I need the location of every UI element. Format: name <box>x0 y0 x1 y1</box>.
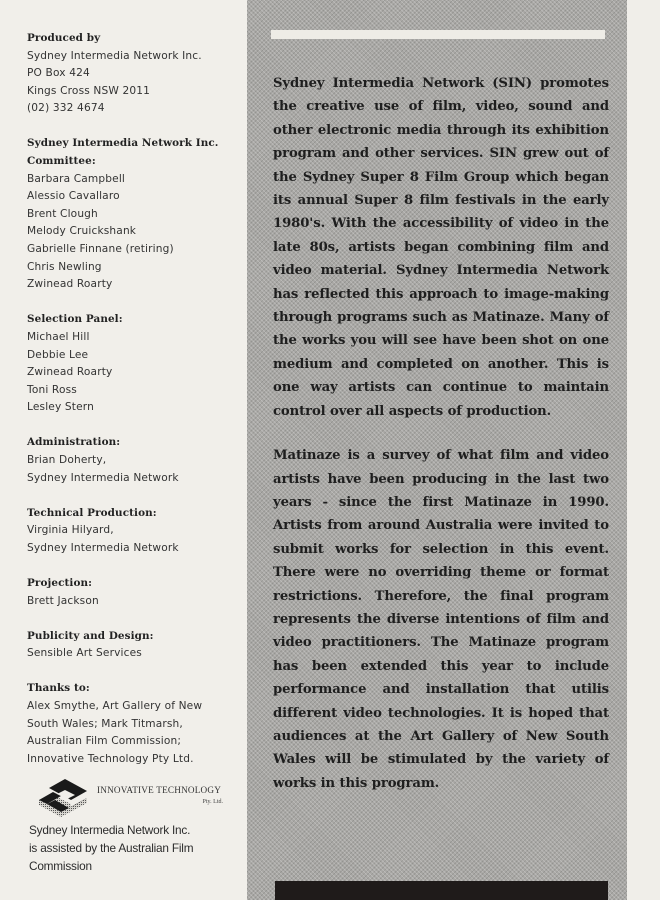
credit-line: Toni Ross <box>27 383 77 396</box>
credits-committee <box>27 135 242 293</box>
credit-line: Kings Cross NSW 2011 <box>27 84 151 97</box>
credit-line: Lesley Stern <box>27 401 94 414</box>
credits-projection <box>27 575 242 610</box>
panel-body-text <box>273 72 609 816</box>
credit-line: Brian Doherty, <box>27 453 107 466</box>
section-heading: Administration: <box>27 436 121 449</box>
paragraph-about-matinaze: Matinaze is a survey of what film and video artists have been producing in the last two years - since the first Matinaze in 1990. Artists from around Australia were invited to submit works for selection in this event. There were no overriding theme or format restrictions. Therefore, the final program represents the diverse intentions of film and video practitioners. The Matinaze program has been extended this year to include performance and installation that utilis different video technologies. It is hoped that audiences at the Art Gallery of New South Wales will be stimulated by the variety of works in this program. <box>273 448 609 791</box>
sponsor-logo <box>35 776 225 820</box>
credits-column <box>27 30 242 786</box>
credit-line: Michael Hill <box>27 330 90 343</box>
credits-technical-production <box>27 505 242 558</box>
section-heading: Produced by <box>27 32 101 44</box>
credit-line: Alex Smythe, Art Gallery of New <box>27 699 203 712</box>
paragraph-about-sin: Sydney Intermedia Network (SIN) promotes the creative use of film, video, sound and other electronic media through its exhibition program and other services. SIN grew out of the Sydney Super 8 Film Group which began its annual Super 8 film festivals in the early 1980's. With the accessibility of video in the late 80s, artists began combining film and video material. Sydney Intermedia Network has reflected this approach to image-making through programs such as Matinaze. Many of the works you will see have been shot on one medium and completed on another. This is one way artists can continue to maintain control over all aspects of production. <box>273 76 609 419</box>
credit-line: Virginia Hilyard, <box>27 524 114 537</box>
acknowledgement-line: Sydney Intermedia Network Inc. <box>29 823 191 837</box>
credit-line: South Wales; Mark Titmarsh, <box>27 717 183 730</box>
credit-line: Sydney Intermedia Network Inc. <box>27 49 202 62</box>
credit-line: Gabrielle Finnane (retiring) <box>27 243 174 256</box>
section-heading: Publicity and Design: <box>27 629 154 642</box>
credit-line: Barbara Campbell <box>27 172 126 185</box>
credit-line: Sydney Intermedia Network <box>27 471 179 484</box>
credit-line: Zwinead Roarty <box>27 366 113 379</box>
acknowledgement-line: Commission <box>29 858 92 873</box>
section-heading: Projection: <box>27 576 93 589</box>
credit-line: Chris Newling <box>27 260 102 273</box>
credit-line: Debbie Lee <box>27 348 89 361</box>
section-heading: Selection Panel: <box>27 313 123 326</box>
intro-panel <box>247 0 627 900</box>
logo-company-suffix: Pty. Ltd. <box>202 799 223 805</box>
credit-line: Sydney Intermedia Network <box>27 541 179 554</box>
section-heading: Thanks to: <box>27 682 90 695</box>
credit-line: Sensible Art Services <box>27 647 142 660</box>
credits-thanks <box>27 680 242 768</box>
acknowledgement-line: is assisted by the Australian Film <box>29 840 194 855</box>
innovative-technology-logo-icon <box>35 776 91 818</box>
credit-line: Australian Film Commission; <box>27 735 182 748</box>
panel-bottom-bar <box>275 881 608 900</box>
section-heading: Sydney Intermedia Network Inc. <box>27 137 219 150</box>
funding-acknowledgement <box>29 822 244 875</box>
credits-administration <box>27 434 242 487</box>
section-heading: Technical Production: <box>27 506 157 519</box>
page-right-margin <box>627 0 660 900</box>
panel-top-rule <box>271 30 605 39</box>
credit-line: (02) 332 4674 <box>27 102 105 115</box>
credit-line: PO Box 424 <box>27 67 90 80</box>
credit-line: Alessio Cavallaro <box>27 190 120 203</box>
credits-selection-panel <box>27 311 242 417</box>
logo-company-name: INNOVATIVE TECHNOLOGY <box>97 785 222 795</box>
section-subheading: Committee: <box>27 155 96 168</box>
credits-produced-by <box>27 30 242 118</box>
credit-line: Zwinead Roarty <box>27 278 113 291</box>
credit-line: Innovative Technology Pty Ltd. <box>27 752 194 765</box>
credits-publicity-design <box>27 628 242 663</box>
credit-line: Brent Clough <box>27 207 98 220</box>
credit-line: Melody Cruickshank <box>27 225 137 238</box>
credit-line: Brett Jackson <box>27 594 99 607</box>
